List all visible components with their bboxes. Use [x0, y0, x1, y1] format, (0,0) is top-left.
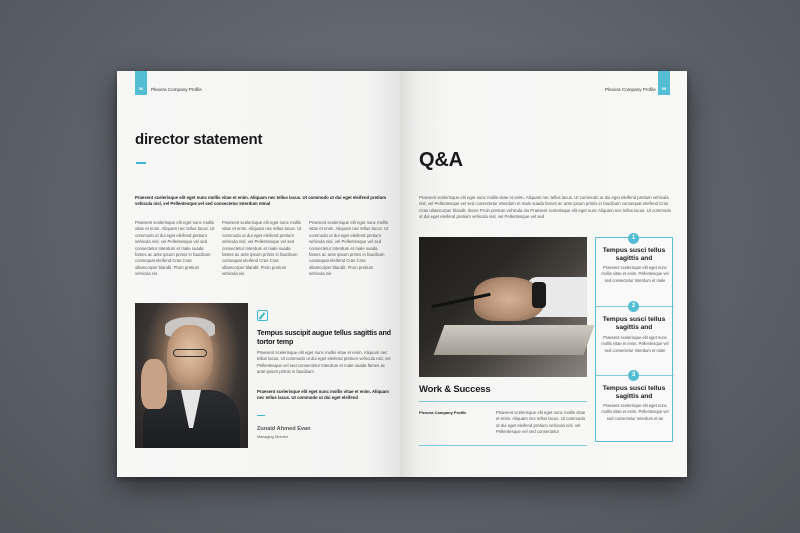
page-number-tab: 09 — [658, 71, 670, 95]
column-1: Praesent scelerisque elit eget nunc mollis vitae et enim. Aliquam nec tellus lacus. Ut commodo ut dui eget eleifend pretium vehicula nisl, vel Pellentesque vel sed consectetur Interdum et male suada fames ac ante ipsum primis in faucibum consequat eleifend Cras Cras ullamcorper blandit. Proin pretium vehicula nis — [135, 220, 215, 277]
qa-item-body: Praesent scelerisque elit eget nunc mollis vitae et enim. Pellentesque vel sed consectetur Interdum et male — [601, 335, 669, 353]
qa-item-body: Praesent scelerisque elit eget nunc mollis vitae et enim. Pellentesque vel sed consectetur Interdum et ae — [601, 403, 669, 421]
section-body: Praesent scelerisque elit eget nunc mollis vitae et enim. Aliquam nec tellus lacus. Ut commodo ut dui eget eleifend pretium vehicula nisl, vel Pellentesque vel sed consectetur — [496, 410, 586, 435]
intro-text: Praesent scelerisque elit eget nunc mollis vitae et enim. Aliquam nec tellus lacus. Ut commodo ut dui eget eleifend pretium vehicula nisl, vel Pellentesque vel sed consectetur Interdum et male suada fames ac ante ipsum primis in faucibum consequat eleifend Cras Cras ullamcorper blandit. Ibene Proin pretium vehicula nis Praesent scelerisque elit eget nunc Aliquam nec tellus lacus. Ut commodo ut dui eget eleifend pretium vehicula nisl, vel Pellentesque vel sed — [419, 195, 671, 220]
section-bottom-rule — [419, 445, 587, 446]
left-page — [117, 71, 400, 477]
signature-name: Zunaid Ahmed Evan — [257, 426, 311, 432]
title-rule — [136, 162, 146, 164]
hand-photo — [419, 237, 587, 377]
page-title: Q&A — [419, 149, 463, 171]
quote-bold: Praesent scelerisque elit eget nunc mollis vitae et enim. Aliquam nec tellus lacus. Ut commodo ut dui eget eleifend — [257, 389, 389, 401]
edit-icon — [257, 310, 268, 321]
quote-body: Praesent scelerisque elit eget nunc mollis vitae et enim. Aliquam nec tellus lacus. Ut commodo ut dui eget eleifend pretium vehicula nisl, vel Pellentesque vel sed consectetur Interdum et male suada fames ac ante ipsum primis in faucibum — [257, 350, 391, 375]
qa-item-title: Tempus susci tellus sagittis and — [602, 247, 666, 262]
section-title: Work & Success — [419, 384, 491, 395]
number-badge: 2 — [628, 301, 639, 312]
qa-item-body: Praesent scelerisque elit eget nunc mollis vitae et enim. Pellentesque vel sed consectetur Interdum et male — [601, 265, 669, 283]
quote-title: Tempus suscipit augue tellus sagittis and tortor temp — [257, 328, 391, 346]
running-head: Plexora Company Profile — [605, 87, 656, 92]
intro-text: Praesent scelerisque elit eget nunc mollis vitae et enim. Aliquam nec tellus lacus. Ut commodo ut dui eget eleifend pretium vehicula nisl, vel Pellentesque vel sed consectetur Interdum etmal — [135, 195, 387, 207]
brochure-spread — [117, 71, 687, 477]
signature-role: Managing Director — [257, 435, 289, 439]
running-head: Plexora Company Profile — [151, 87, 202, 92]
number-badge: 3 — [628, 370, 639, 381]
section-label: Plexora Company Profile — [419, 410, 467, 415]
section-rule — [419, 401, 587, 402]
qa-item-title: Tempus susci tellus sagittis and — [602, 385, 666, 400]
page-number-tab: 06 — [135, 71, 147, 95]
number-badge: 1 — [628, 233, 639, 244]
column-3: Praesent scelerisque elit eget nunc mollis vitae et enim. Aliquam nec tellus lacus. Ut commodo ut dui eget eleifend pretium vehicula nisl, vel Pellentesque vel sed consectetur Interdum et male suada fames ac ante ipsum primis in faucibum consequat eleifend Cras Cras ullamcorper blandit. Proin pretium vehicula nis — [309, 220, 389, 277]
page-title: director statement — [135, 131, 263, 148]
column-2: Praesent scelerisque elit eget nunc mollis vitae et enim. Aliquam nec tellus lacus. Ut commodo ut dui eget eleifend pretium vehicula nisl, vel Pellentesque vel sed consectetur Interdum et male suada fames ac ante ipsum primis in faucibum consequat eleifend Cras Cras ullamcorper blandit. Proin pretium vehicula nis — [222, 220, 302, 277]
director-photo — [135, 303, 248, 448]
qa-item-title: Tempus susci tellus sagittis and — [602, 316, 666, 331]
signature-rule — [257, 415, 265, 416]
right-page — [400, 71, 687, 477]
qa-sidebar — [595, 237, 673, 442]
